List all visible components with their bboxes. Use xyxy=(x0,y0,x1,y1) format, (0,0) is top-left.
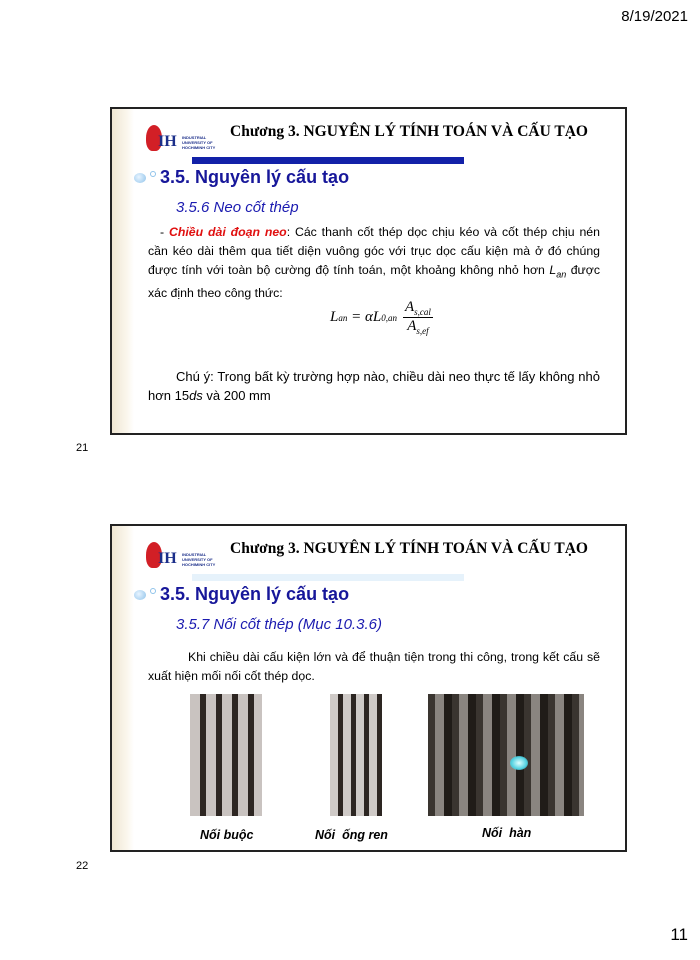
university-logo: IH INDUSTRIAL UNIVERSITY OF HOCHIMINH CITY xyxy=(142,125,222,153)
bubble-bullet-icon xyxy=(134,590,146,600)
anchor-paragraph: - Chiều dài đoạn neo: Các thanh cốt thép dọc chịu kéo và cốt thép chịu nén cần kéo dài thêm qua tiết diện vuông góc với trục dọc cấu kiện mà ở đó chúng được tính với toàn bộ cường độ tính toán, một khoảng không nhỏ hơn $L_{an}$ được xác định theo công thức: xyxy=(148,225,600,301)
chapter-title: Chương 3. NGUYÊN LÝ TÍNH TOÁN VÀ CẤU TẠO xyxy=(230,540,588,557)
header-date: 8/19/2021 xyxy=(621,8,688,25)
slide-page-number: 22 xyxy=(76,860,89,872)
subsection-heading: 3.5.7 Nối cốt thép (Mục 10.3.6) xyxy=(176,616,382,633)
decorative-swirl xyxy=(112,109,134,433)
caption-welded-splice: Nối hàn xyxy=(482,826,532,840)
welded-splice-image xyxy=(428,694,584,816)
splice-paragraph: Khi chiều dài cấu kiện lớn và để thuận tiện trong thi công, trong kết cấu sẽ xuất hiện mối nối cốt thép dọc. xyxy=(148,650,600,683)
anchor-length-formula: L an = αL 0,an $\frac{A_{s,cal}}{A_{s,ef}}$ xyxy=(330,299,431,336)
slide-page-number: 21 xyxy=(76,442,89,454)
threaded-coupler-image xyxy=(330,694,382,816)
university-logo: IH INDUSTRIAL UNIVERSITY OF HOCHIMINH CITY xyxy=(142,542,222,570)
caption-lap-splice: Nối buộc xyxy=(200,828,254,842)
section-heading: 3.5. Nguyên lý cấu tạo xyxy=(160,584,350,604)
title-underline-bar xyxy=(192,574,464,581)
slide-22 xyxy=(110,524,627,852)
chapter-title: Chương 3. NGUYÊN LÝ TÍNH TOÁN VÀ CẤU TẠO xyxy=(230,123,588,140)
subsection-heading: 3.5.6 Neo cốt thép xyxy=(176,199,299,216)
section-heading: 3.5. Nguyên lý cấu tạo xyxy=(160,167,350,187)
note-paragraph: Chú ý: Trong bất kỳ trường hợp nào, chiều dài neo thực tế lấy không nhỏ hơn 15ds và 200 mm xyxy=(148,369,600,403)
title-underline-bar xyxy=(192,157,464,164)
bubble-bullet-icon xyxy=(134,173,146,183)
decorative-swirl xyxy=(112,526,134,850)
sheet-number: 11 xyxy=(670,925,688,944)
slide-21 xyxy=(110,107,627,435)
caption-threaded-coupler: Nối ống ren xyxy=(315,828,388,842)
lap-splice-image xyxy=(190,694,262,816)
